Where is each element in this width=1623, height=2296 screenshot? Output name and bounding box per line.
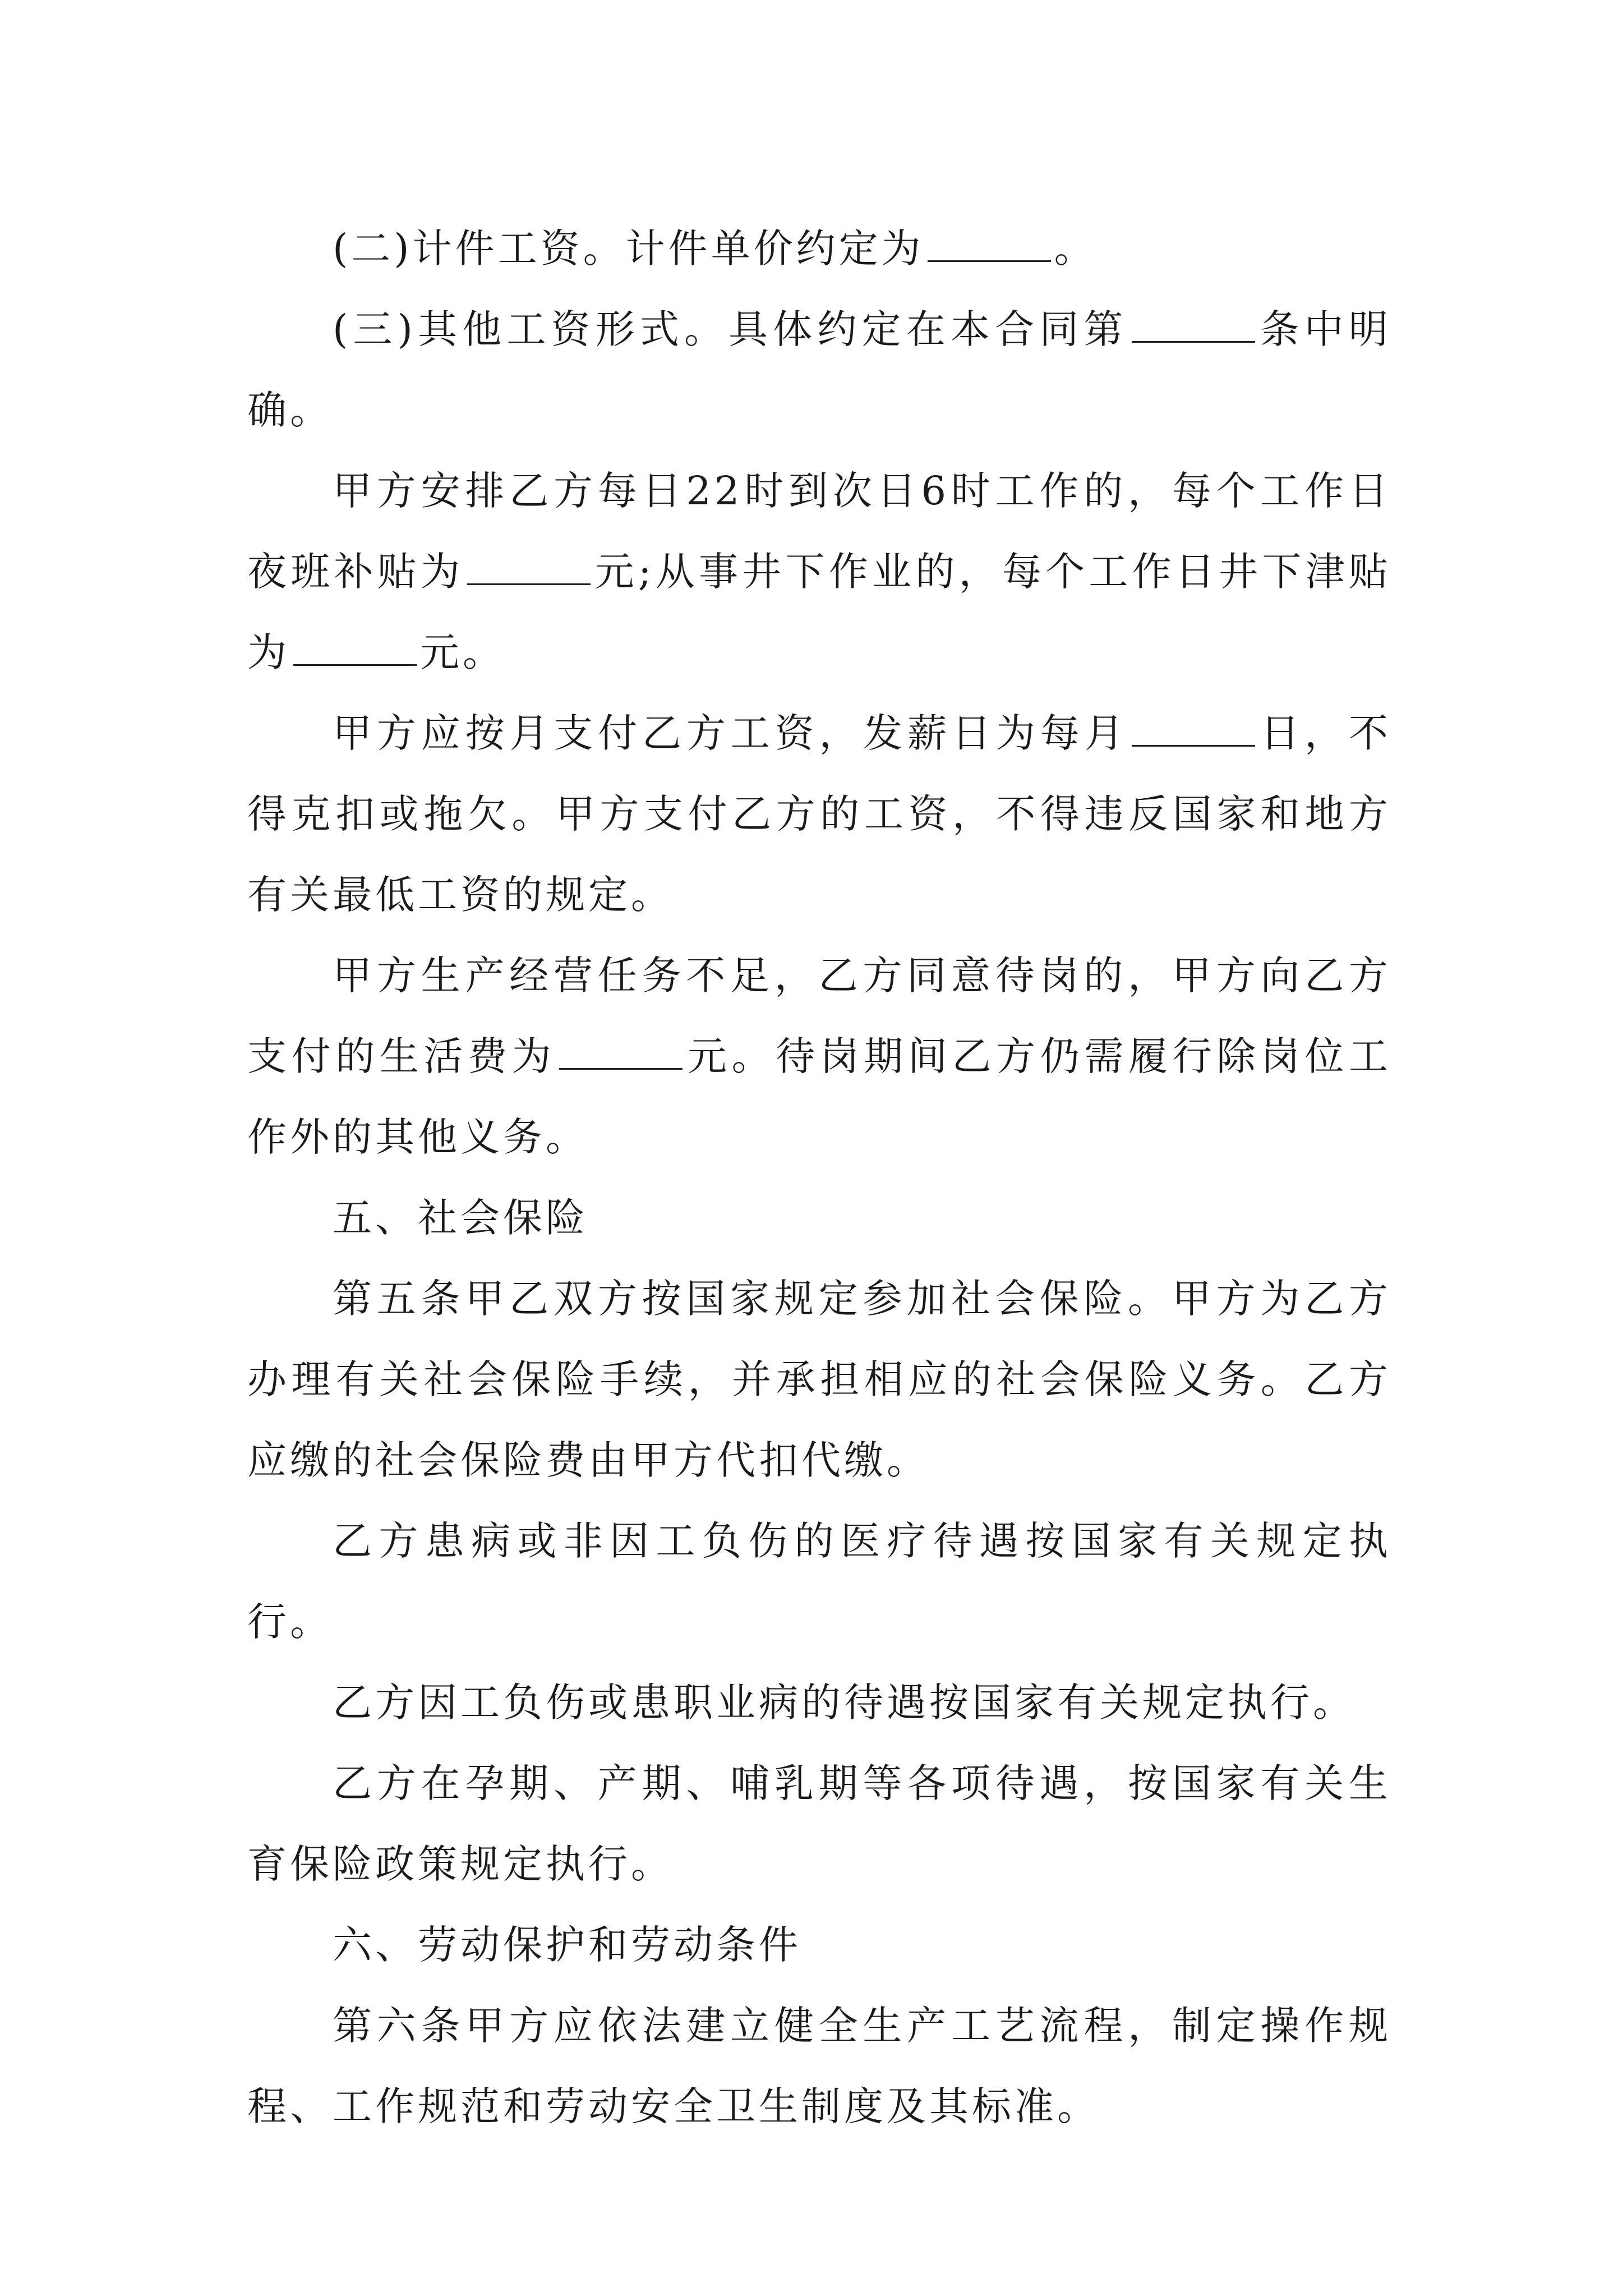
paragraph-night-shift <box>247 450 1391 693</box>
heading-text: 六、劳动保护和劳动条件 <box>333 1922 801 1968</box>
paragraph-standby <box>247 935 1391 1177</box>
blank-field <box>928 260 1051 262</box>
text-segment: 甲方生产经营任务不足，乙方同意待岗的，甲方向乙方支付的生活费为 <box>247 953 1391 1079</box>
section-heading-social-insurance <box>247 1177 1391 1258</box>
paragraph-article-5 <box>247 1258 1391 1501</box>
text-segment: 。 <box>1054 226 1097 272</box>
text-segment: 元。待岗期间乙方仍需履行除岗位工作外的其他义务。 <box>247 1033 1392 1160</box>
blank-field <box>467 583 591 585</box>
heading-text: 五、社会保险 <box>333 1195 588 1241</box>
text-segment: 条中明确。 <box>247 306 1392 433</box>
text-segment: 第五条甲乙双方按国家规定参加社会保险。甲方为乙方办理有关社会保险手续，并承担相应的社会保险义务。乙方应缴的社会保险费由甲方代扣代缴。 <box>247 1276 1391 1483</box>
paragraph-other-wage <box>247 289 1391 450</box>
paragraph-illness <box>247 1501 1391 1662</box>
text-segment: (二)计件工资。计件单价约定为 <box>333 226 924 272</box>
blank-field <box>1132 341 1255 343</box>
paragraph-article-6 <box>247 1985 1391 2147</box>
document-body <box>247 208 1391 2147</box>
paragraph-payday <box>247 693 1391 935</box>
paragraph-piece-rate <box>247 208 1391 289</box>
section-heading-labor-protection <box>247 1904 1391 1985</box>
blank-field <box>1132 744 1255 747</box>
text-segment: 乙方在孕期、产期、哺乳期等各项待遇，按国家有关生育保险政策规定执行。 <box>247 1760 1391 1887</box>
text-segment: 乙方患病或非因工负伤的医疗待遇按国家有关规定执行。 <box>247 1518 1391 1645</box>
text-segment: 日，不得克扣或拖欠。甲方支付乙方的工资，不得违反国家和地方有关最低工资的规定。 <box>247 710 1392 918</box>
text-segment: 元;从事井下作业的，每个工作日井下津贴为 <box>247 549 1391 675</box>
blank-field <box>559 1068 683 1070</box>
text-segment: 甲方应按月支付乙方工资，发薪日为每月 <box>333 710 1129 756</box>
text-segment: 第六条甲方应依法建立健全生产工艺流程，制定操作规程、工作规范和劳动安全卫生制度及其标准。 <box>247 2003 1391 2129</box>
text-segment: 乙方因工负伤或患职业病的待遇按国家有关规定执行。 <box>333 1680 1355 1726</box>
text-segment: 元。 <box>420 629 505 675</box>
paragraph-work-injury <box>247 1662 1391 1743</box>
paragraph-maternity <box>247 1743 1391 1904</box>
blank-field <box>293 664 417 666</box>
text-segment: (三)其他工资形式。具体约定在本合同第 <box>333 306 1128 352</box>
text-segment: 甲方安排乙方每日22时到次日6时工作的，每个工作日夜班补贴为 <box>247 468 1391 595</box>
